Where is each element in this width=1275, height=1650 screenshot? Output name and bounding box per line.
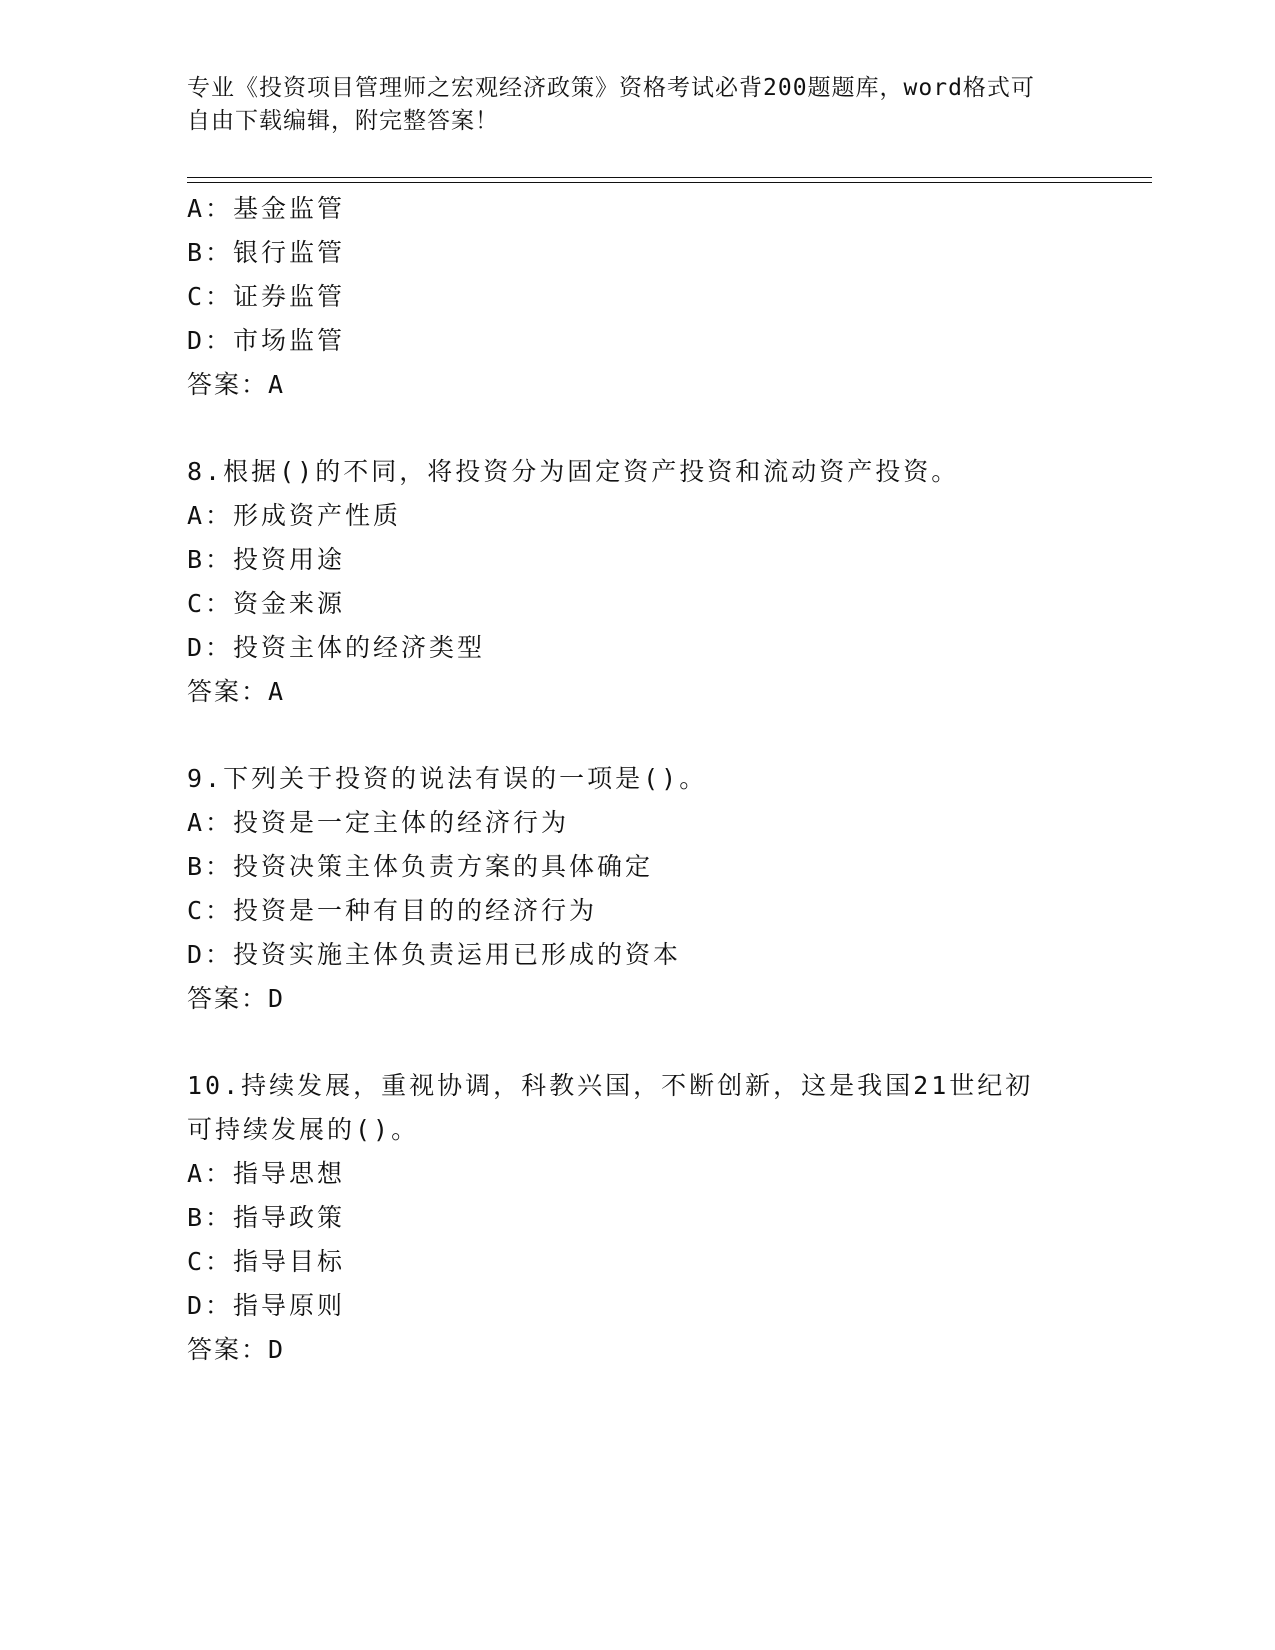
q9-option-c: C：投资是一种有目的的经济行为 — [187, 896, 598, 925]
header-rule-bottom — [187, 182, 1152, 183]
q9-question: 9.下列关于投资的说法有误的一项是()。 — [187, 764, 708, 793]
q9-answer: 答案：D — [187, 984, 286, 1013]
q10-question-line-2: 可持续发展的()。 — [187, 1115, 420, 1144]
q8-answer: 答案：A — [187, 677, 286, 706]
q10-option-a: A：指导思想 — [187, 1159, 346, 1188]
q7-option-a: A：基金监管 — [187, 194, 346, 223]
q7-option-d: D：市场监管 — [187, 326, 346, 355]
q9-option-d: D：投资实施主体负责运用已形成的资本 — [187, 940, 682, 969]
q10-option-c: C：指导目标 — [187, 1247, 346, 1276]
q8-option-a: A：形成资产性质 — [187, 501, 402, 530]
header-title-line-1: 专业《投资项目管理师之宏观经济政策》资格考试必背200题题库，word格式可 — [187, 75, 1035, 101]
q8-option-b: B：投资用途 — [187, 545, 346, 574]
header-title-line-2: 自由下载编辑，附完整答案！ — [187, 108, 499, 134]
q10-answer: 答案：D — [187, 1335, 286, 1364]
q8-question: 8.根据()的不同，将投资分为固定资产投资和流动资产投资。 — [187, 457, 960, 486]
q9-option-b: B：投资决策主体负责方案的具体确定 — [187, 852, 654, 881]
q8-option-c: C：资金来源 — [187, 589, 346, 618]
q10-option-b: B：指导政策 — [187, 1203, 346, 1232]
q7-option-c: C：证券监管 — [187, 282, 346, 311]
q10-option-d: D：指导原则 — [187, 1291, 346, 1320]
q7-option-b: B：银行监管 — [187, 238, 346, 267]
q8-option-d: D：投资主体的经济类型 — [187, 633, 486, 662]
document-header — [187, 72, 1067, 138]
q7-answer: 答案：A — [187, 370, 286, 399]
q10-question-line-1: 10.持续发展，重视协调，科教兴国，不断创新，这是我国21世纪初 — [187, 1071, 1034, 1100]
header-rule-top — [187, 177, 1152, 178]
q9-option-a: A：投资是一定主体的经济行为 — [187, 808, 570, 837]
